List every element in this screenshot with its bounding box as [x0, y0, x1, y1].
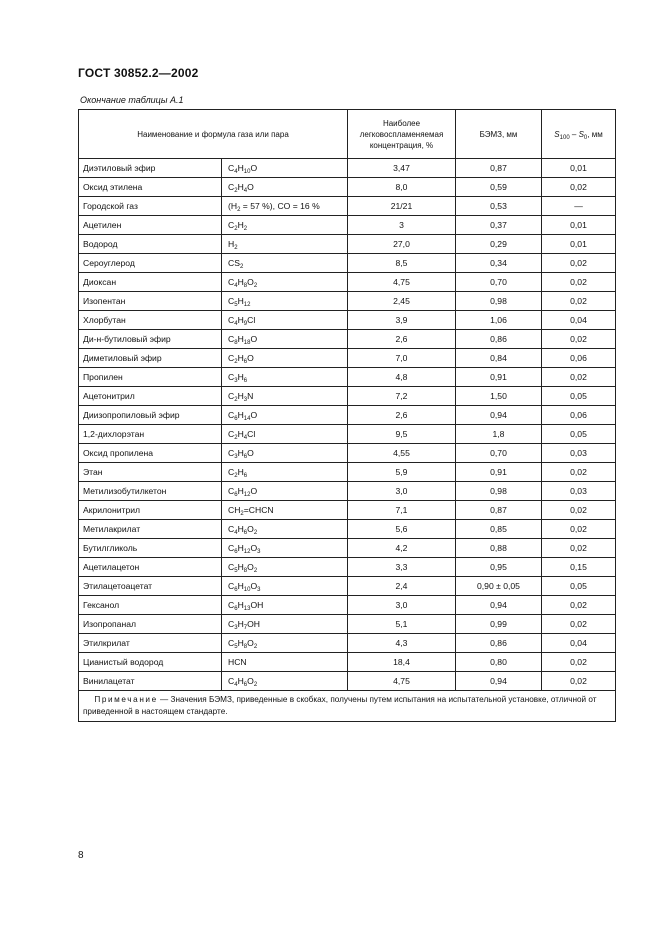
table-note [79, 691, 616, 722]
besmz-cell: 0,98 [456, 292, 542, 311]
diff-cell: 0,02 [542, 596, 616, 615]
concentration-cell: 4,55 [348, 444, 456, 463]
formula-cell: $C_8H_{18}O$ [222, 330, 348, 349]
gas-name-cell: Оксид этилена [79, 178, 222, 197]
diff-cell: 0,15 [542, 558, 616, 577]
formula-cell: $C_5H_8O_2$ [222, 558, 348, 577]
besmz-cell: 0,34 [456, 254, 542, 273]
besmz-cell: 1,8 [456, 425, 542, 444]
table-row [79, 520, 616, 539]
table-row [79, 444, 616, 463]
gas-name-cell: Диэтиловый эфир [79, 159, 222, 178]
diff-cell: 0,02 [542, 520, 616, 539]
gas-name-cell: Ди-н-бутиловый эфир [79, 330, 222, 349]
gas-name-cell: Ацетонитрил [79, 387, 222, 406]
table-row [79, 653, 616, 672]
document-header: ГОСТ 30852.2—2002 [78, 66, 199, 80]
table-row [79, 634, 616, 653]
diff-cell: 0,02 [542, 330, 616, 349]
formula-cell: $C_2H_2$ [222, 216, 348, 235]
formula-cell: $CH_2=CHCN$ [222, 501, 348, 520]
concentration-cell: 5,6 [348, 520, 456, 539]
concentration-cell: 2,6 [348, 406, 456, 425]
concentration-cell: 2,6 [348, 330, 456, 349]
table-row [79, 311, 616, 330]
gas-name-cell: Метилизобутилкетон [79, 482, 222, 501]
concentration-cell: 7,1 [348, 501, 456, 520]
diff-cell: 0,01 [542, 216, 616, 235]
table-row [79, 615, 616, 634]
formula-cell: $C_6H_{10}O_3$ [222, 577, 348, 596]
diff-cell: 0,02 [542, 368, 616, 387]
diff-cell: 0,02 [542, 653, 616, 672]
gas-name-cell: Акрилонитрил [79, 501, 222, 520]
formula-cell: $C_2H_3N$ [222, 387, 348, 406]
formula-cell: $C_2H_4Cl$ [222, 425, 348, 444]
diff-cell: 0,02 [542, 292, 616, 311]
formula-cell: $C_4H_{10}O$ [222, 159, 348, 178]
formula-cell: $C_4H_9Cl$ [222, 311, 348, 330]
diff-cell: 0,02 [542, 178, 616, 197]
gas-name-cell: Хлорбутан [79, 311, 222, 330]
gas-name-cell: Бутилгликоль [79, 539, 222, 558]
gas-name-cell: 1,2-дихлорэтан [79, 425, 222, 444]
formula-cell: $C_5H_{12}$ [222, 292, 348, 311]
gas-name-cell: Изопропанал [79, 615, 222, 634]
table-row [79, 178, 616, 197]
gas-table-container [78, 109, 615, 722]
diff-cell: 0,02 [542, 615, 616, 634]
diff-cell: 0,06 [542, 349, 616, 368]
diff-cell: 0,01 [542, 159, 616, 178]
besmz-cell: 0,95 [456, 558, 542, 577]
besmz-cell: 0,88 [456, 539, 542, 558]
besmz-cell: 0,99 [456, 615, 542, 634]
gas-name-cell: Метилакрилат [79, 520, 222, 539]
concentration-cell: 2,45 [348, 292, 456, 311]
diff-cell: 0,02 [542, 539, 616, 558]
besmz-cell: 1,06 [456, 311, 542, 330]
concentration-cell: 7,2 [348, 387, 456, 406]
concentration-cell: 27,0 [348, 235, 456, 254]
formula-cell: $C_4H_6O_2$ [222, 672, 348, 691]
besmz-cell: 1,50 [456, 387, 542, 406]
concentration-cell: 3,9 [348, 311, 456, 330]
gas-name-cell: Сероуглерод [79, 254, 222, 273]
concentration-cell: 3,47 [348, 159, 456, 178]
formula-cell: HCN [222, 653, 348, 672]
table-row [79, 235, 616, 254]
table-row [79, 425, 616, 444]
gas-name-cell: Пропилен [79, 368, 222, 387]
table-note-row [79, 691, 616, 722]
besmz-cell: 0,91 [456, 368, 542, 387]
table-row [79, 596, 616, 615]
page-number: 8 [78, 850, 84, 861]
formula-cell: $C_6H_{12}O$ [222, 482, 348, 501]
table-row [79, 273, 616, 292]
table-row [79, 577, 616, 596]
formula-cell: $C_6H_{14}O$ [222, 406, 348, 425]
formula-cell: $C_3H_6$ [222, 368, 348, 387]
gas-name-cell: Городской газ [79, 197, 222, 216]
concentration-cell: 2,4 [348, 577, 456, 596]
gas-name-cell: Водород [79, 235, 222, 254]
gas-name-cell: Оксид пропилена [79, 444, 222, 463]
concentration-cell: 8,5 [348, 254, 456, 273]
besmz-cell: 0,94 [456, 406, 542, 425]
diff-cell: 0,03 [542, 482, 616, 501]
table-row [79, 463, 616, 482]
formula-cell: $C_2H_6$ [222, 463, 348, 482]
concentration-cell: 4,8 [348, 368, 456, 387]
gas-name-cell: Ацетилацетон [79, 558, 222, 577]
concentration-cell: 5,1 [348, 615, 456, 634]
formula-cell: $C_6H_{13}OH$ [222, 596, 348, 615]
besmz-cell: 0,94 [456, 672, 542, 691]
table-row [79, 197, 616, 216]
diff-cell: 0,05 [542, 577, 616, 596]
formula-cell: $H_2$ [222, 235, 348, 254]
besmz-cell: 0,85 [456, 520, 542, 539]
formula-cell: $C_2H_6O$ [222, 349, 348, 368]
formula-cell: $C_4H_6O_2$ [222, 520, 348, 539]
besmz-cell: 0,87 [456, 159, 542, 178]
concentration-cell: 3,0 [348, 596, 456, 615]
formula-cell: $C_3H_6O$ [222, 444, 348, 463]
header-diff: $S_{100} - S_0$, мм [542, 110, 616, 159]
diff-cell: 0,02 [542, 254, 616, 273]
formula-cell: $CS_2$ [222, 254, 348, 273]
besmz-cell: 0,84 [456, 349, 542, 368]
besmz-cell: 0,86 [456, 634, 542, 653]
diff-cell: 0,02 [542, 463, 616, 482]
gas-name-cell: Изопентан [79, 292, 222, 311]
besmz-cell: 0,29 [456, 235, 542, 254]
concentration-cell: 3 [348, 216, 456, 235]
table-row [79, 216, 616, 235]
table-row [79, 368, 616, 387]
besmz-cell: 0,37 [456, 216, 542, 235]
concentration-cell: 7,0 [348, 349, 456, 368]
diff-cell: 0,05 [542, 387, 616, 406]
gas-name-cell: Гексанол [79, 596, 222, 615]
besmz-cell: 0,86 [456, 330, 542, 349]
concentration-cell: 4,2 [348, 539, 456, 558]
gas-name-cell: Диметиловый эфир [79, 349, 222, 368]
besmz-cell: 0,87 [456, 501, 542, 520]
diff-cell: 0,01 [542, 235, 616, 254]
table-row [79, 406, 616, 425]
besmz-cell: 0,70 [456, 444, 542, 463]
gas-name-cell: Цианистый водород [79, 653, 222, 672]
note-label: Примечание [94, 695, 158, 704]
table-row [79, 558, 616, 577]
header-concentration: Наиболее легковоспламеняемая концентрация, % [348, 110, 456, 159]
table-row [79, 539, 616, 558]
concentration-cell: 9,5 [348, 425, 456, 444]
diff-cell: 0,04 [542, 634, 616, 653]
table-row [79, 672, 616, 691]
concentration-cell: 5,9 [348, 463, 456, 482]
formula-cell: $C_4H_8O_2$ [222, 273, 348, 292]
besmz-cell: 0,90 ± 0,05 [456, 577, 542, 596]
diff-cell: 0,05 [542, 425, 616, 444]
formula-cell: $C_6H_{12}O_3$ [222, 539, 348, 558]
table-caption: Окончание таблицы А.1 [80, 95, 184, 105]
gas-name-cell: Этилкрилат [79, 634, 222, 653]
table-row [79, 501, 616, 520]
table-body [79, 159, 616, 691]
besmz-cell: 0,94 [456, 596, 542, 615]
gas-name-cell: Этан [79, 463, 222, 482]
formula-cell: $C_2H_4O$ [222, 178, 348, 197]
table-row [79, 292, 616, 311]
diff-cell: — [542, 197, 616, 216]
diff-cell: 0,02 [542, 672, 616, 691]
table-row [79, 254, 616, 273]
concentration-cell: 21/21 [348, 197, 456, 216]
concentration-cell: 3,0 [348, 482, 456, 501]
concentration-cell: 4,3 [348, 634, 456, 653]
note-text: — Значения БЭМЗ, приведенные в скобках, получены путем испытания на испытательной установке, отличной от приведенной в настоящем стандарте. [83, 695, 597, 716]
besmz-cell: 0,91 [456, 463, 542, 482]
table-row [79, 482, 616, 501]
besmz-cell: 0,80 [456, 653, 542, 672]
diff-cell: 0,04 [542, 311, 616, 330]
formula-cell: $C_3H_7OH$ [222, 615, 348, 634]
gas-name-cell: Винилацетат [79, 672, 222, 691]
gas-properties-table [78, 109, 616, 722]
besmz-cell: 0,53 [456, 197, 542, 216]
table-row [79, 349, 616, 368]
diff-cell: 0,02 [542, 501, 616, 520]
header-name-formula: Наименование и формула газа или пара [79, 110, 348, 159]
besmz-cell: 0,98 [456, 482, 542, 501]
concentration-cell: 4,75 [348, 672, 456, 691]
gas-name-cell: Диоксан [79, 273, 222, 292]
diff-cell: 0,02 [542, 273, 616, 292]
table-row [79, 330, 616, 349]
besmz-cell: 0,70 [456, 273, 542, 292]
table-header-row [79, 110, 616, 159]
besmz-cell: 0,59 [456, 178, 542, 197]
formula-cell: $C_5H_8O_2$ [222, 634, 348, 653]
formula-cell: ($H_2 = 57$ %), CO = 16 % [222, 197, 348, 216]
gas-name-cell: Этилацетоацетат [79, 577, 222, 596]
gas-name-cell: Ацетилен [79, 216, 222, 235]
concentration-cell: 3,3 [348, 558, 456, 577]
table-row [79, 387, 616, 406]
table-row [79, 159, 616, 178]
concentration-cell: 4,75 [348, 273, 456, 292]
header-besmz: БЭМЗ, мм [456, 110, 542, 159]
diff-cell: 0,06 [542, 406, 616, 425]
concentration-cell: 8,0 [348, 178, 456, 197]
diff-cell: 0,03 [542, 444, 616, 463]
gas-name-cell: Диизопропиловый эфир [79, 406, 222, 425]
concentration-cell: 18,4 [348, 653, 456, 672]
